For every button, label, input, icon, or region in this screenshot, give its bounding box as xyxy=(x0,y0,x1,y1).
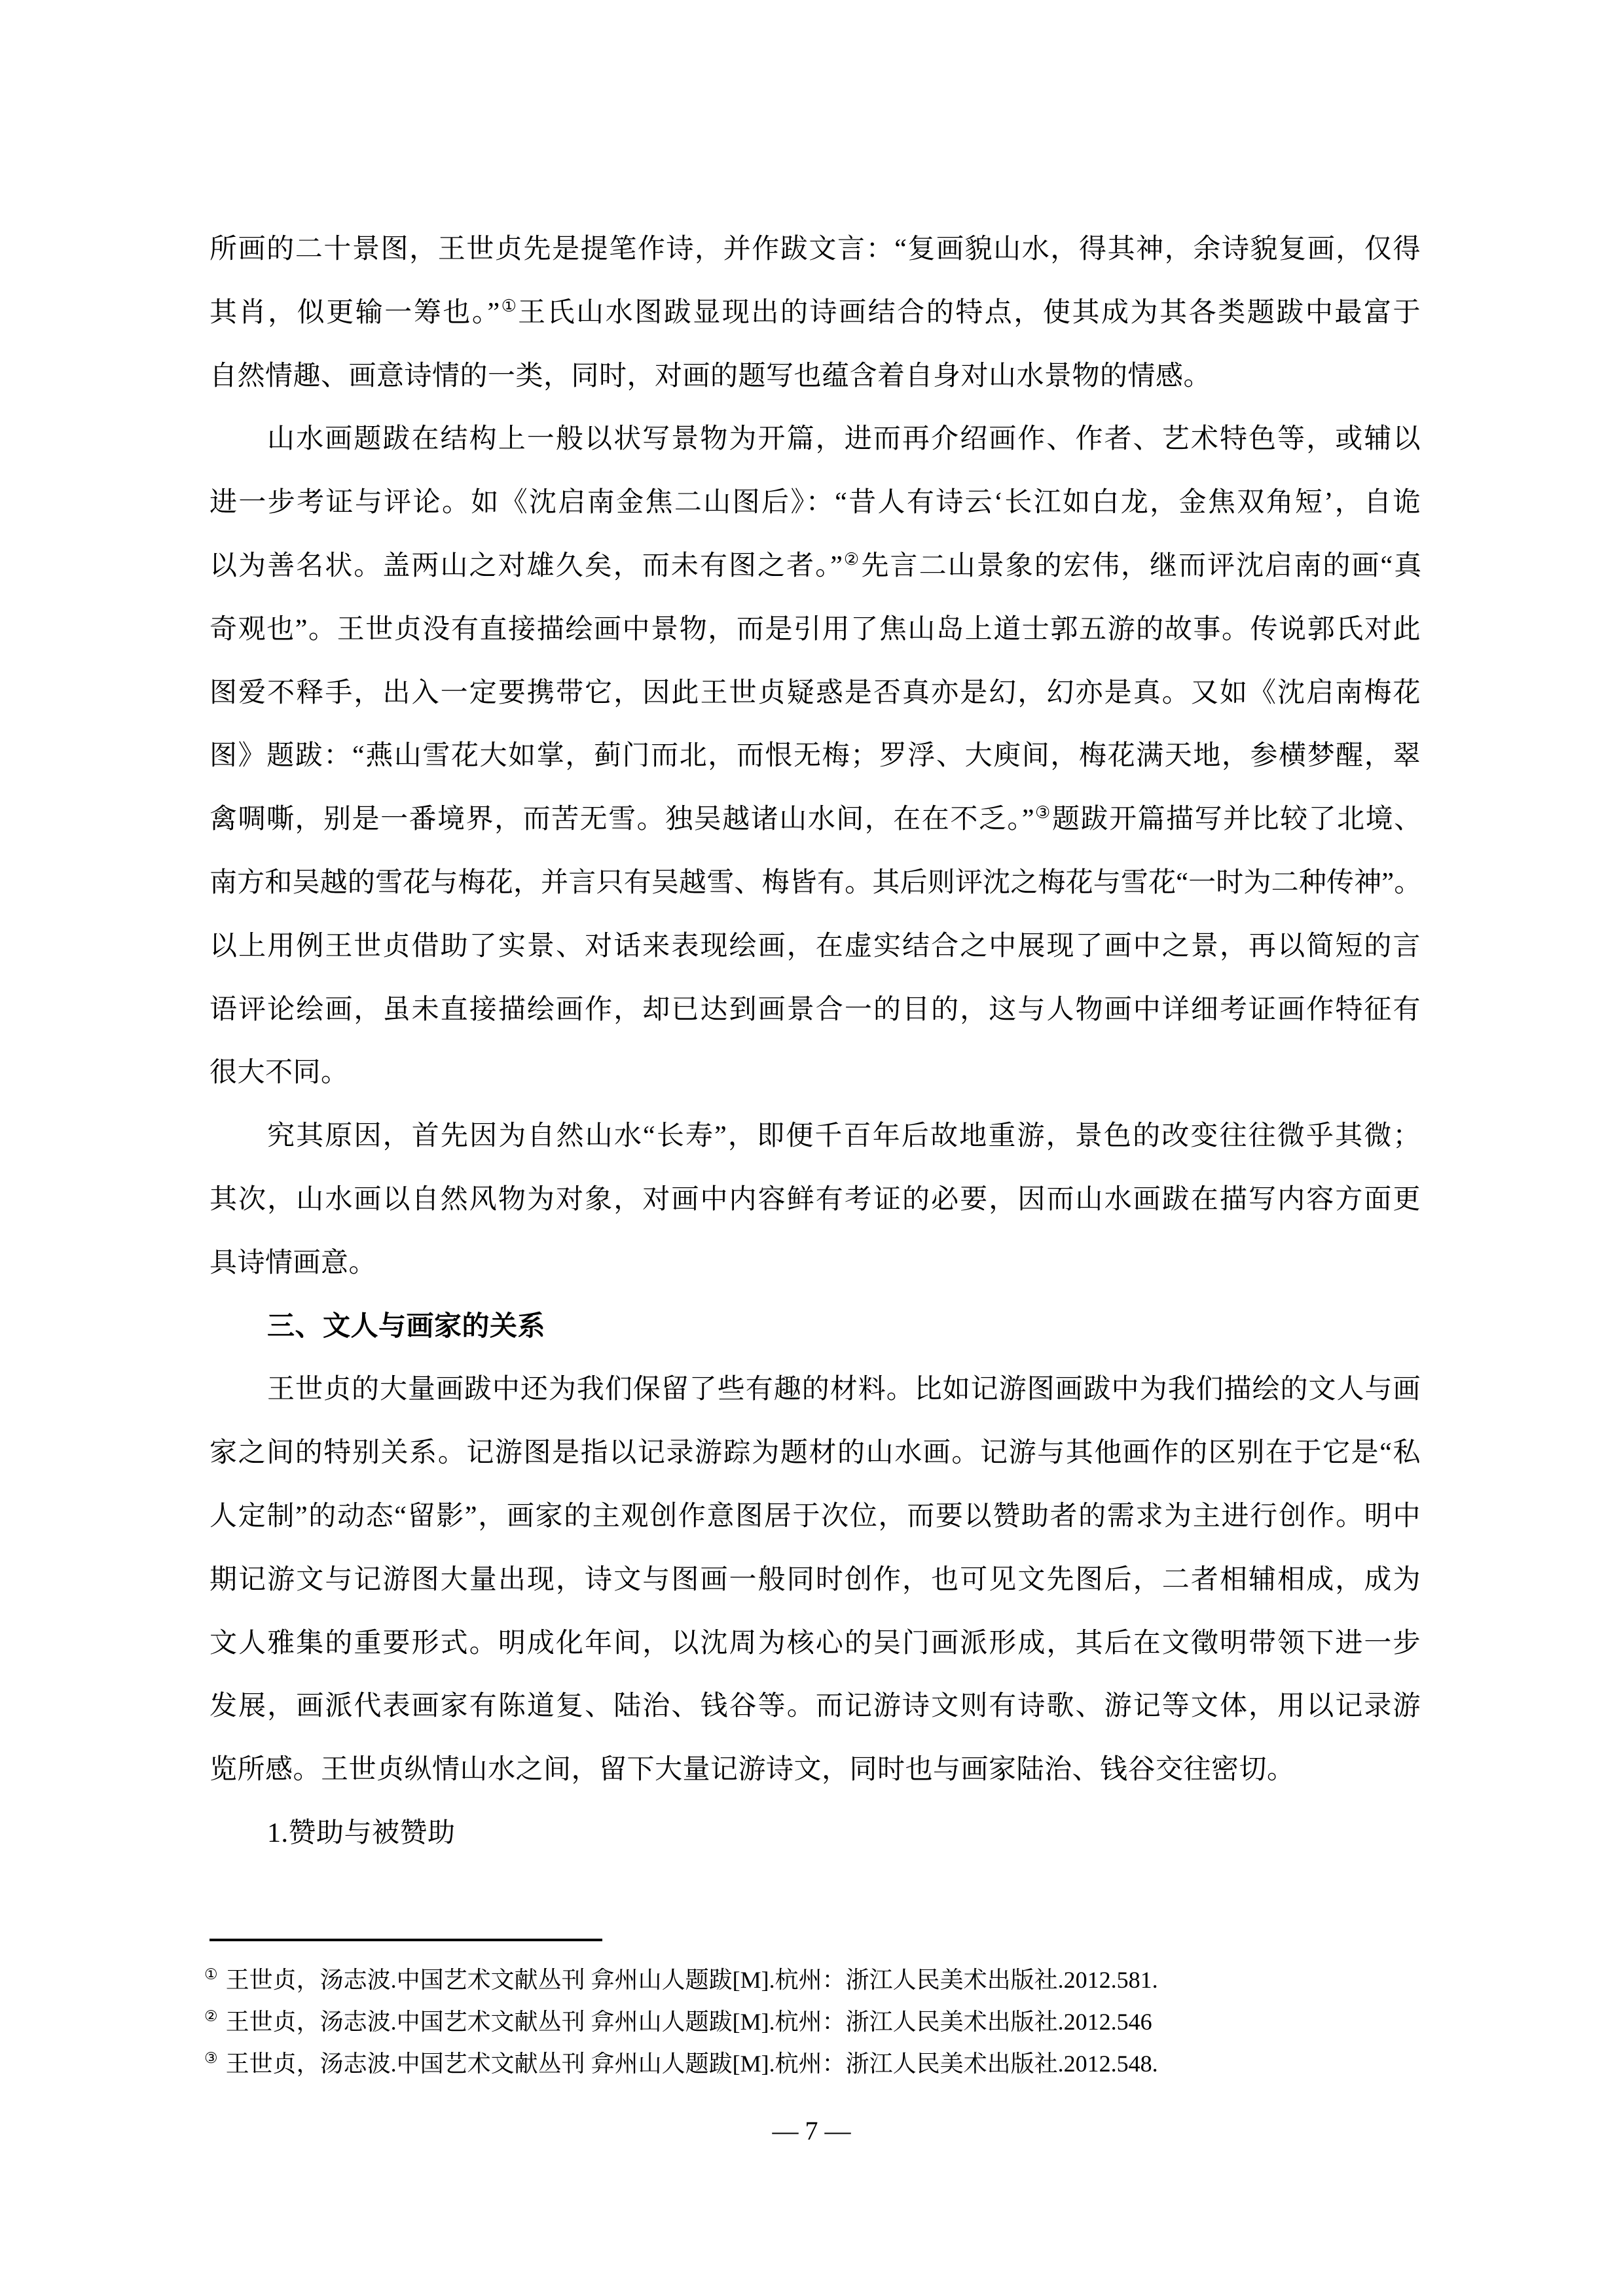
body-line: 王世贞的大量画跋中还为我们保留了些有趣的材料。比如记游图画跋中为我们描绘的文人与画 xyxy=(267,1374,1421,1405)
footnotes xyxy=(204,1959,1422,2085)
body-line: 发展，画派代表画家有陈道复、陆治、钱谷等。而记游诗文则有诗歌、游记等文体，用以记录游 xyxy=(210,1691,1421,1722)
footnote xyxy=(204,1959,1422,2001)
body-line: 其次，山水画以自然风物为对象，对画中内容鲜有考证的必要，因而山水画跋在描写内容方面更 xyxy=(210,1184,1421,1215)
body-text xyxy=(210,218,1421,1865)
body-line: 文人雅集的重要形式。明成化年间，以沈周为核心的吴门画派形成，其后在文徵明带领下进一步 xyxy=(210,1628,1421,1659)
body-line: 期记游文与记游图大量出现，诗文与图画一般同时创作，也可见文先图后，二者相辅相成，成为 xyxy=(210,1564,1421,1595)
footnote-marker: ② xyxy=(204,2008,218,2024)
footnote xyxy=(204,2043,1422,2085)
body-line: 图》题跋：“燕山雪花大如掌，蓟门而北，而恨无梅；罗浮、大庾间，梅花满天地，参横梦醒，翠 xyxy=(210,741,1421,772)
body-line: 禽啁嘶，别是一番境界，而苦无雪。独吴越诸山水间，在在不乏。”③题跋开篇描写并比较了北境、 xyxy=(210,803,1421,835)
footnote-ref: ③ xyxy=(1033,803,1053,823)
footnote-text: 王世贞，汤志波.中国艺术文献丛刊 弇州山人题跋[M].杭州：浙江人民美术出版社.2012.546 xyxy=(225,2009,1152,2035)
footnote-text: 王世贞，汤志波.中国艺术文献丛刊 弇州山人题跋[M].杭州：浙江人民美术出版社.2012.581. xyxy=(225,1967,1158,1993)
footnote xyxy=(204,2001,1422,2043)
footnote-ref: ② xyxy=(841,549,862,569)
page-number: — 7 — xyxy=(772,2116,851,2145)
body-line: 山水画题跋在结构上一般以状写景物为开篇，进而再介绍画作、作者、艺术特色等，或辅以 xyxy=(267,424,1421,455)
section-heading: 三、文人与画家的关系 xyxy=(267,1311,546,1342)
body-line: 人定制”的动态“留影”，画家的主观创作意图居于次位，而要以赞助者的需求为主进行创作。明中 xyxy=(210,1501,1421,1532)
body-line: 览所感。王世贞纵情山水之间，留下大量记游诗文，同时也与画家陆治、钱谷交往密切。 xyxy=(210,1755,1295,1785)
body-line: 奇观也”。王世贞没有直接描绘画中景物，而是引用了焦山岛上道士郭五游的故事。传说郭氏对此 xyxy=(210,614,1421,645)
body-line: 图爱不释手，出入一定要携带它，因此王世贞疑惑是否真亦是幻，幻亦是真。又如《沈启南梅花 xyxy=(210,677,1421,708)
body-line: 语评论绘画，虽未直接描绘画作，却已达到画景合一的目的，这与人物画中详细考证画作特征有 xyxy=(210,994,1421,1025)
footnote-separator xyxy=(210,1939,602,1941)
body-line: 1.赞助与被赞助 xyxy=(267,1818,456,1848)
body-line: 究其原因，首先因为自然山水“长寿”，即便千百年后故地重游，景色的改变往往微乎其微； xyxy=(267,1121,1421,1152)
footnote-marker: ① xyxy=(204,1966,218,1982)
body-line: 所画的二十景图，王世贞先是提笔作诗，并作跋文言：“复画貌山水，得其神，余诗貌复画，仅得 xyxy=(210,234,1421,264)
footnote-ref: ① xyxy=(500,296,519,315)
body-line: 以为善名状。盖两山之对雄久矣，而未有图之者。”②先言二山景象的宏伟，继而评沈启南的画“真 xyxy=(210,549,1421,581)
body-line: 南方和吴越的雪花与梅花，并言只有吴越雪、梅皆有。其后则评沈之梅花与雪花“一时为二种传神”。 xyxy=(210,867,1421,898)
body-line: 以上用例王世贞借助了实景、对话来表现绘画，在虚实结合之中展现了画中之景，再以简短的言 xyxy=(210,931,1421,961)
body-line: 其肖，似更输一筹也。”①王氏山水图跋显现出的诗画结合的特点，使其成为其各类题跋中最富于 xyxy=(210,296,1421,328)
body-line: 自然情趣、画意诗情的一类，同时，对画的题写也蕴含着自身对山水景物的情感。 xyxy=(210,361,1212,391)
body-line: 很大不同。 xyxy=(210,1058,349,1088)
body-line: 家之间的特别关系。记游图是指以记录游踪为题材的山水画。记游与其他画作的区别在于它是“私 xyxy=(210,1438,1421,1469)
footnote-marker: ③ xyxy=(204,2050,218,2066)
footnote-text: 王世贞，汤志波.中国艺术文献丛刊 弇州山人题跋[M].杭州：浙江人民美术出版社.2012.548. xyxy=(225,2051,1158,2077)
body-line: 具诗情画意。 xyxy=(210,1247,377,1278)
body-line: 进一步考证与评论。如《沈启南金焦二山图后》：“昔人有诗云‘长江如白龙，金焦双角短’，自诡 xyxy=(210,488,1421,518)
